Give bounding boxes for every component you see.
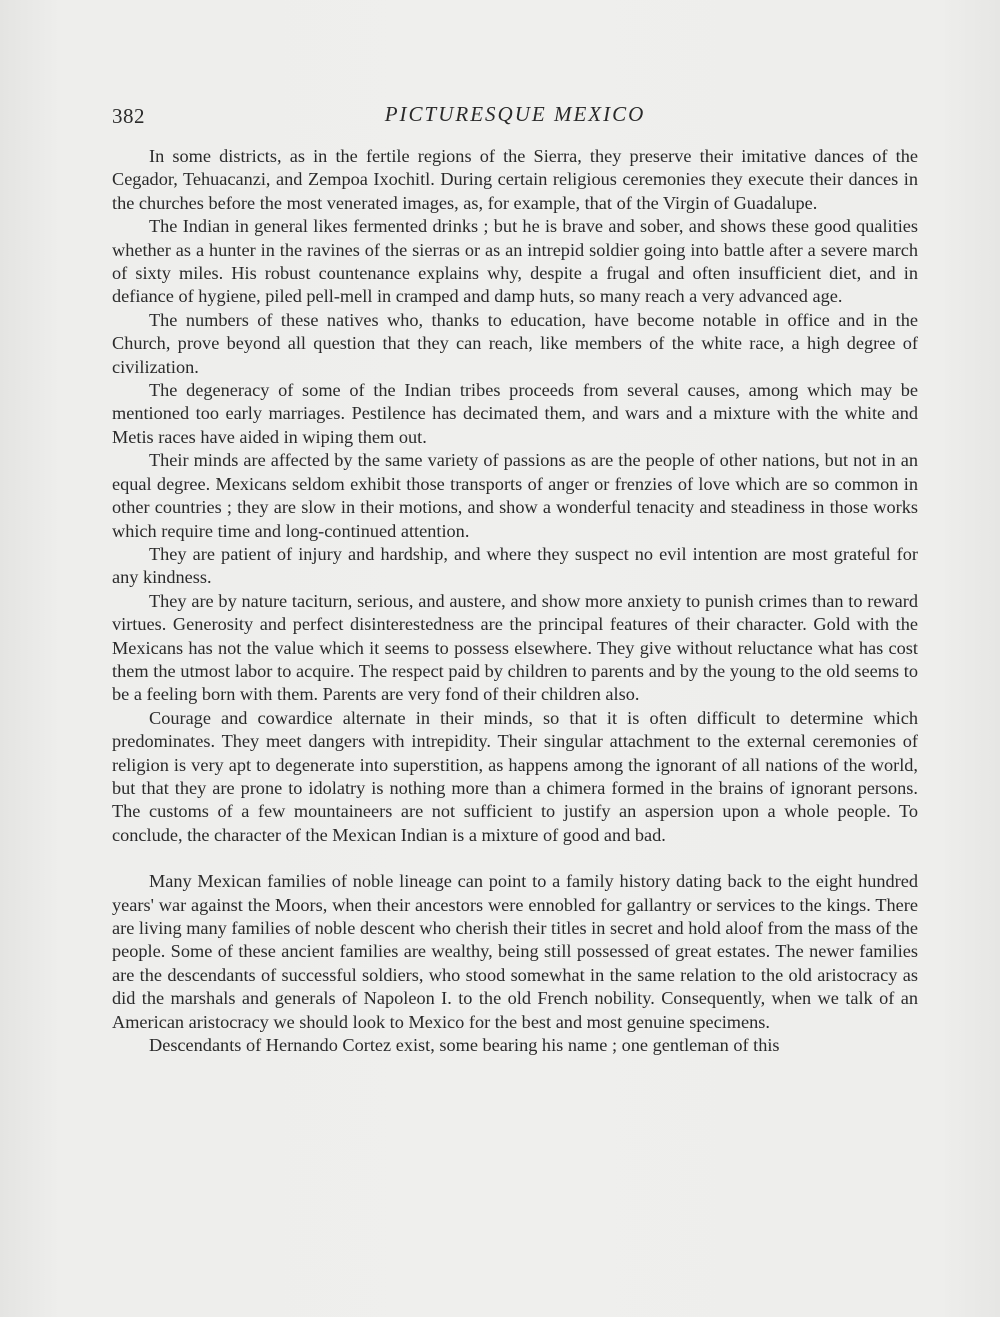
paragraph: Courage and cowardice alternate in their minds, so that it is often difficult to determine which predominates. They meet dangers with intrepidity. Their singular attachment to the external ceremonies of religion is very apt to degenerate into superstition, as happens among the ignorant of all nations of the world, but that they are prone to idolatry is nothing more than a chimera formed in the brains of ignorant persons. The customs of a few mountaineers are not sufficient to justify an aspersion upon a whole people. To conclude, the character of the Mexican Indian is a mixture of good and bad. <box>112 707 918 845</box>
body-text <box>112 145 918 1057</box>
paragraph: The numbers of these natives who, thanks to education, have become notable in office and in the Church, prove beyond all question that they can reach, like members of the white race, a high degree of civilization. <box>112 309 918 377</box>
section-break <box>112 847 918 870</box>
paragraph: Descendants of Hernando Cortez exist, some bearing his name ; one gentleman of this <box>149 1035 780 1056</box>
paragraph: Their minds are affected by the same variety of passions as are the people of other nations, but not in an equal degree. Mexicans seldom exhibit those transports of anger or frenzies of love which are so common in other countries ; they are slow in their motions, and show a wonderful tenacity and steadiness in those works which require time and long-continued attention. <box>112 450 918 541</box>
paragraph: The Indian in general likes fermented drinks ; but he is brave and sober, and shows these good qualities whether as a hunter in the ravines of the sierras or as an intrepid soldier going into battle after a severe march of sixty miles. His robust countenance explains why, despite a frugal and often insufficient diet, and in defiance of hygiene, piled pell-mell in cramped and damp huts, so many reach a very advanced age. <box>112 216 918 307</box>
running-head <box>112 100 918 136</box>
paragraph: Many Mexican families of noble lineage can point to a family history dating back to the eight hundred years' war against the Moors, when their ancestors were ennobled for gallantry or services to the kings. There are living many families of noble descent who cherish their titles in secret and hold aloof from the mass of the people. Some of these ancient families are wealthy, being still possessed of great estates. The newer families are the descendants of successful soldiers, who stood somewhat in the same relation to the old aristocracy as did the marshals and generals of Napoleon I. to the old French nobility. Consequently, when we talk of an American aristocracy we should look to Mexico for the best and most genuine specimens. <box>112 871 918 1032</box>
running-title: PICTURESQUE MEXICO <box>384 102 646 126</box>
paragraph: They are by nature taciturn, serious, and austere, and show more anxiety to punish crimes than to reward virtues. Generosity and perfect disinterestedness are the principal features of their character. Gold with the Mexicans has not the value which it seems to possess elsewhere. They give without reluctance what has cost them the utmost labor to acquire. The respect paid by children to parents and by the young to the old seems to be a feeling born with them. Parents are very fond of their children also. <box>112 590 918 705</box>
page-number: 382 <box>112 104 145 128</box>
paragraph: The degeneracy of some of the Indian tribes proceeds from several causes, among which may be mentioned too early marriages. Pestilence has decimated them, and wars and a mixture with the white and Metis races have aided in wiping them out. <box>112 380 918 447</box>
paragraph: They are patient of injury and hardship, and where they suspect no evil intention are most grateful for any kindness. <box>112 543 918 588</box>
paragraph: In some districts, as in the fertile regions of the Sierra, they preserve their imitative dances of the Cegador, Tehuacanzi, and Zempoa Ixochitl. During certain religious ceremonies they execute their dances in the churches before the most venerated images, as, for example, that of the Virgin of Guadalupe. <box>112 146 918 213</box>
